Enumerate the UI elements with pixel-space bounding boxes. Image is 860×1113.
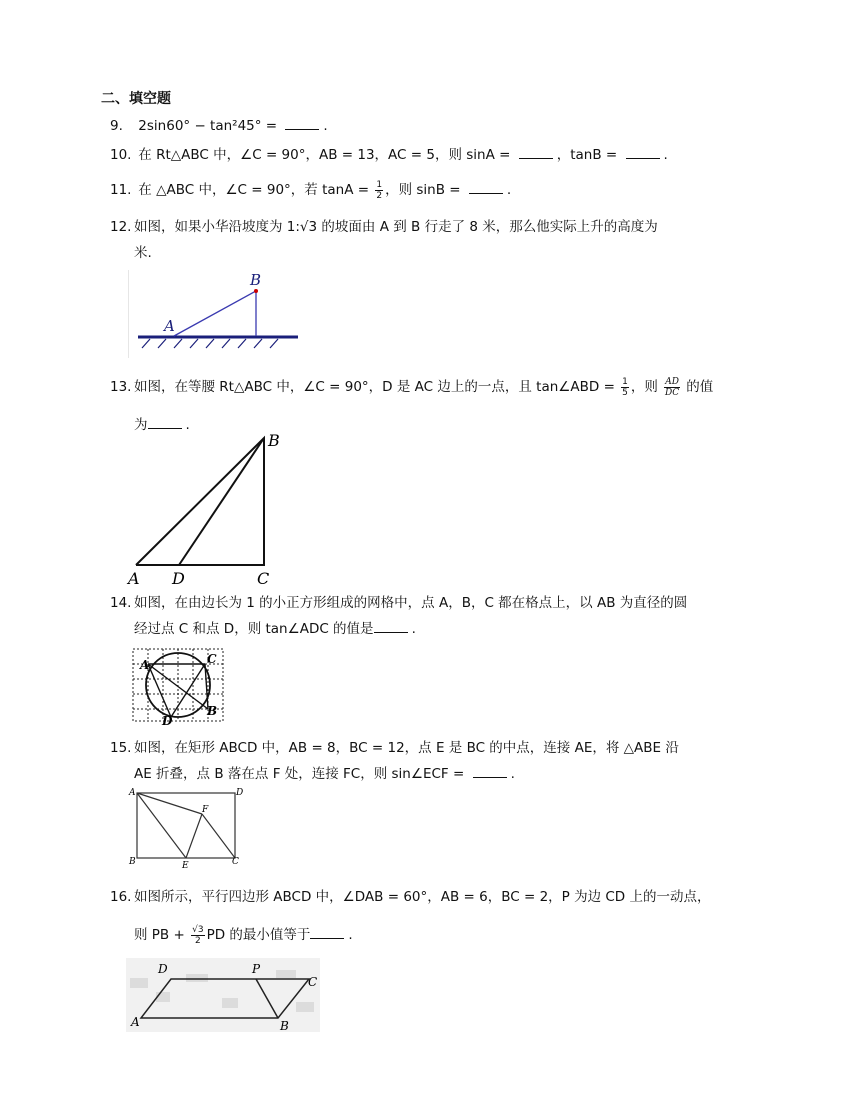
answer-blank[interactable] (148, 414, 182, 429)
point-label-c: C (257, 569, 270, 588)
answer-blank[interactable] (626, 144, 660, 159)
question-text: 如图，如果小华沿坡度为 1:√3 的坡面由 A 到 B 行走了 8 米，那么他实际上升的高度为 (134, 219, 658, 235)
point-label-p: P (252, 962, 261, 976)
grid-circle-figure (131, 647, 226, 725)
question-text: 2sin60° − tan²45° = (138, 118, 282, 134)
question-16: 16. 如图所示，平行四边形 ABCD 中，∠DAB = 60°，AB = 6，BC = 2，P 为边 CD 上的一动点， 则 PB + $\frac{√3}{2}$ PD 的最小值等于 . (110, 878, 760, 954)
question-text: 如图，在由边长为 1 的小正方形组成的网格中，点 A，B，C 都在格点上，以 AB 为直径的圆 (134, 595, 688, 611)
fraction: $\frac{1}{2}$ (376, 179, 383, 201)
question-number: 14. (110, 595, 132, 611)
question-text: 如图所示，平行四边形 ABCD 中，∠DAB = 60°，AB = 6，BC = 2，P 为边 CD 上的一动点， (134, 889, 711, 905)
slope-figure (128, 270, 303, 358)
answer-blank[interactable] (374, 618, 408, 633)
point-label-c: C (232, 857, 239, 867)
point-label-b: B (280, 1019, 289, 1032)
point-label-b: B (250, 271, 262, 289)
point-label-d: D (236, 788, 244, 798)
point-label-a: A (128, 569, 140, 588)
point-label-e: E (182, 861, 189, 870)
question-text: 如图，在矩形 ABCD 中，AB = 8，BC = 12，点 E 是 BC 的中点，连接 AE，将 △ABE 沿 (134, 740, 679, 756)
question-14: 14. 如图，在由边长为 1 的小正方形组成的网格中，点 A，B，C 都在格点上，以 AB 为直径的圆 经过点 C 和点 D，则 tan∠ADC 的值是 . (110, 590, 760, 642)
point-label-b: B (207, 704, 218, 718)
question-9: 9. 2sin60° − tan²45° = . (110, 113, 328, 139)
fraction: $\frac{1}{5}$ (622, 376, 628, 398)
question-12: 12. 如图，如果小华沿坡度为 1:√3 的坡面由 A 到 B 行走了 8 米，那么他实际上升的高度为 米. (110, 214, 760, 266)
question-number: 15. (110, 740, 132, 756)
question-number: 9. (110, 118, 123, 134)
point-label-a: A (164, 317, 175, 335)
question-13: 13. 如图，在等腰 Rt△ABC 中，∠C = 90°，D 是 AC 边上的一点，且 tan∠ABD = $\frac{1}{5}$ ，则 $\frac{AD}{DC}$ 的值 为 . (110, 368, 760, 444)
answer-blank[interactable] (473, 763, 507, 778)
question-text: 如图，在等腰 Rt△ABC 中，∠C = 90°，D 是 AC 边上的一点，且 tan∠ABD = (134, 379, 620, 395)
answer-blank[interactable] (285, 115, 319, 130)
isosceles-triangle-figure (126, 430, 286, 588)
point-label-a: A (129, 788, 136, 798)
point-label-c: C (308, 975, 318, 989)
question-text: 在 Rt△ABC 中，∠C = 90°，AB = 13，AC = 5，则 sinA = (138, 147, 515, 163)
question-number: 12. (110, 219, 132, 235)
question-15: 15. 如图，在矩形 ABCD 中，AB = 8，BC = 12，点 E 是 BC 的中点，连接 AE，将 △ABE 沿 AE 折叠，点 B 落在点 F 处，连接 FC，则 sin∠ECF = . (110, 735, 760, 787)
point-label-b: B (129, 857, 136, 867)
point-label-c: C (207, 652, 217, 666)
point-label-d: D (158, 962, 168, 976)
question-text: 在 △ABC 中，∠C = 90°，若 tanA = (138, 182, 374, 198)
fraction: $\frac{√3}{2}$ (192, 924, 204, 946)
question-11: 11. 在 △ABC 中，∠C = 90°，若 tanA = $\frac{1}{2}$ ，则 sinB = . (110, 177, 511, 203)
fraction: $\frac{AD}{DC}$ (665, 376, 680, 398)
point-label-d: D (172, 569, 185, 588)
question-number: 16. (110, 889, 132, 905)
answer-blank[interactable] (519, 144, 553, 159)
question-number: 13. (110, 379, 132, 395)
point-label-a: A (140, 658, 150, 672)
parallelogram-figure (126, 958, 320, 1032)
answer-blank[interactable] (469, 179, 503, 194)
question-number: 11. (110, 182, 132, 198)
section-title: 二、填空题 (101, 91, 171, 107)
answer-blank[interactable] (310, 924, 344, 939)
point-label-b: B (268, 431, 280, 450)
question-number: 10. (110, 147, 132, 163)
rectangle-fold-figure (128, 786, 246, 870)
point-label-a: A (131, 1015, 140, 1029)
question-10: 10. 在 Rt△ABC 中，∠C = 90°，AB = 13，AC = 5，则 sinA = ，tanB = . (110, 142, 668, 168)
point-label-d: D (162, 714, 173, 725)
point-label-f: F (202, 805, 209, 815)
